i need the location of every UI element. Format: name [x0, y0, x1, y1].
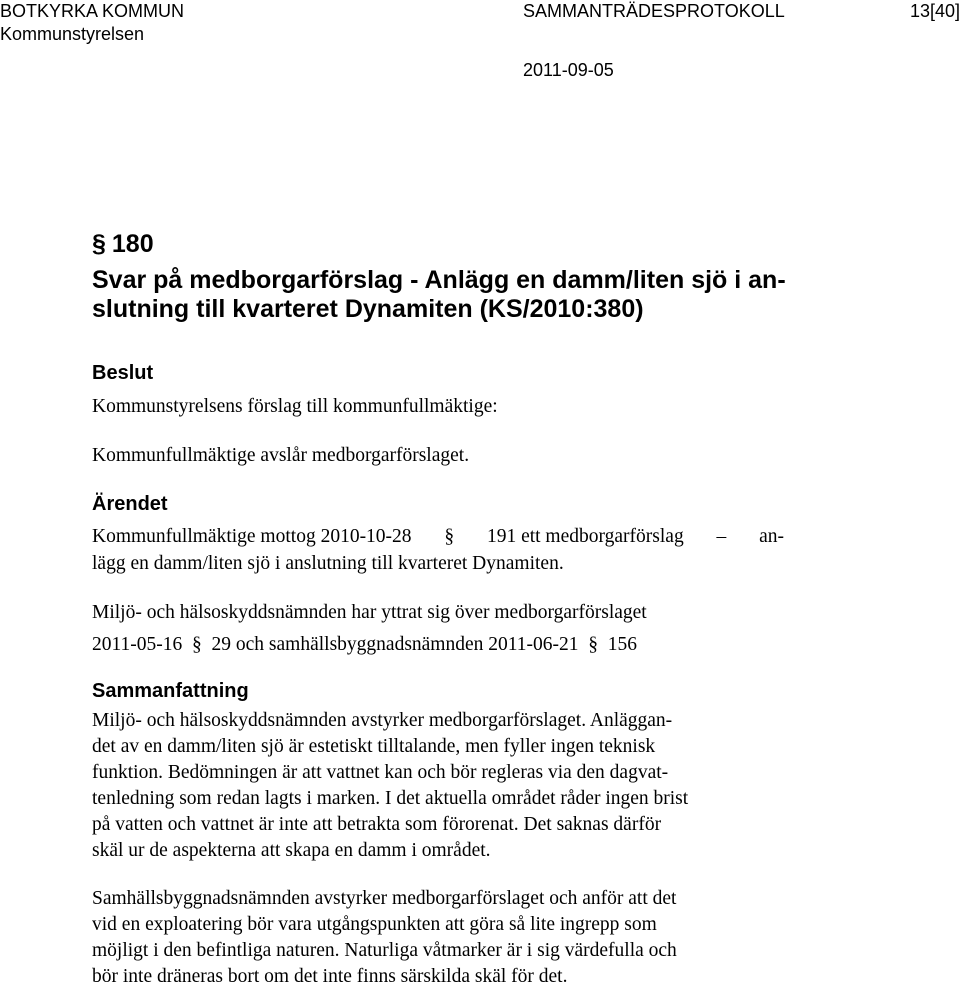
section-number-value: 180 [111, 230, 154, 258]
sammanfattning-paragraph [92, 886, 677, 990]
header-unit: Kommunstyrelsen [0, 24, 145, 44]
header-date: 2011-09-05 [523, 60, 614, 80]
header-org: BOTKYRKA KOMMUN [0, 1, 185, 21]
paragraph-symbol: § [92, 230, 106, 258]
paragraph-symbol: § [192, 634, 202, 655]
paragraph-line: Miljö- och hälsoskyddsnämnden avstyrker medborgarförslaget. Anläggan- [92, 710, 673, 731]
header-doc-type: SAMMANTRÄDESPROTOKOLL [523, 1, 785, 21]
text-span: 156 [607, 634, 638, 655]
sammanfattning-paragraph [92, 708, 688, 864]
header-page-number: 13[40] [909, 1, 960, 21]
paragraph-line: på vatten och vattnet är inte att betrakta som förorenat. Det saknas därför [92, 814, 662, 835]
arendet-paragraph-line: Miljö- och hälsoskyddsnämnden har yttrat sig över medborgarförslaget [92, 602, 647, 623]
paragraph-line: bör inte dräneras bort om det inte finns särskilda skäl för det. [92, 966, 568, 987]
paragraph-line: vid en exploatering bör vara utgångspunkten att göra så lite ingrepp som [92, 914, 657, 935]
text-span: Kommunfullmäktige mottog 2010-10-28 [92, 526, 412, 547]
page-title [92, 266, 786, 324]
beslut-line: Kommunstyrelsens förslag till kommunfullmäktige: [92, 396, 498, 417]
paragraph-line: möjligt i den befintliga naturen. Naturliga våtmarker är i sig värdefulla och [92, 940, 677, 961]
sammanfattning-heading: Sammanfattning [92, 680, 249, 702]
text-span: 191 ett medborgarförslag [486, 526, 684, 547]
beslut-line: Kommunfullmäktige avslår medborgarförslaget. [92, 445, 470, 466]
paragraph-line: tenledning som redan lagts i marken. I det aktuella området råder ingen brist [92, 788, 689, 809]
text-span: 29 och samhällsbyggnadsnämnden 2011-06-21 [211, 634, 579, 655]
arendet-paragraph-line [92, 524, 784, 550]
text-span: 2011-05-16 [92, 634, 183, 655]
arendet-paragraph-line: lägg en damm/liten sjö i anslutning till kvarteret Dynamiten. [92, 553, 564, 574]
title-line: slutning till kvarteret Dynamiten (KS/2010:380) [92, 295, 644, 323]
arendet-heading: Ärendet [92, 493, 168, 515]
arendet-paragraph-line [92, 632, 637, 658]
beslut-heading: Beslut [92, 362, 154, 384]
paragraph-line: funktion. Bedömningen är att vattnet kan och bör regleras via den dagvat- [92, 762, 669, 783]
section-number [92, 230, 154, 259]
title-line: Svar på medborgarförslag - Anlägg en damm/liten sjö i an- [92, 266, 786, 294]
text-span: an- [759, 526, 784, 547]
paragraph-symbol: § [444, 526, 455, 547]
dash: – [716, 526, 727, 547]
paragraph-line: Samhällsbyggnadsnämnden avstyrker medborgarförslaget och anför att det [92, 888, 677, 909]
paragraph-symbol: § [588, 634, 599, 655]
paragraph-line: skäl ur de aspekterna att skapa en damm i området. [92, 840, 491, 861]
paragraph-line: det av en damm/liten sjö är estetiskt tilltalande, men fyller ingen teknisk [92, 736, 656, 757]
